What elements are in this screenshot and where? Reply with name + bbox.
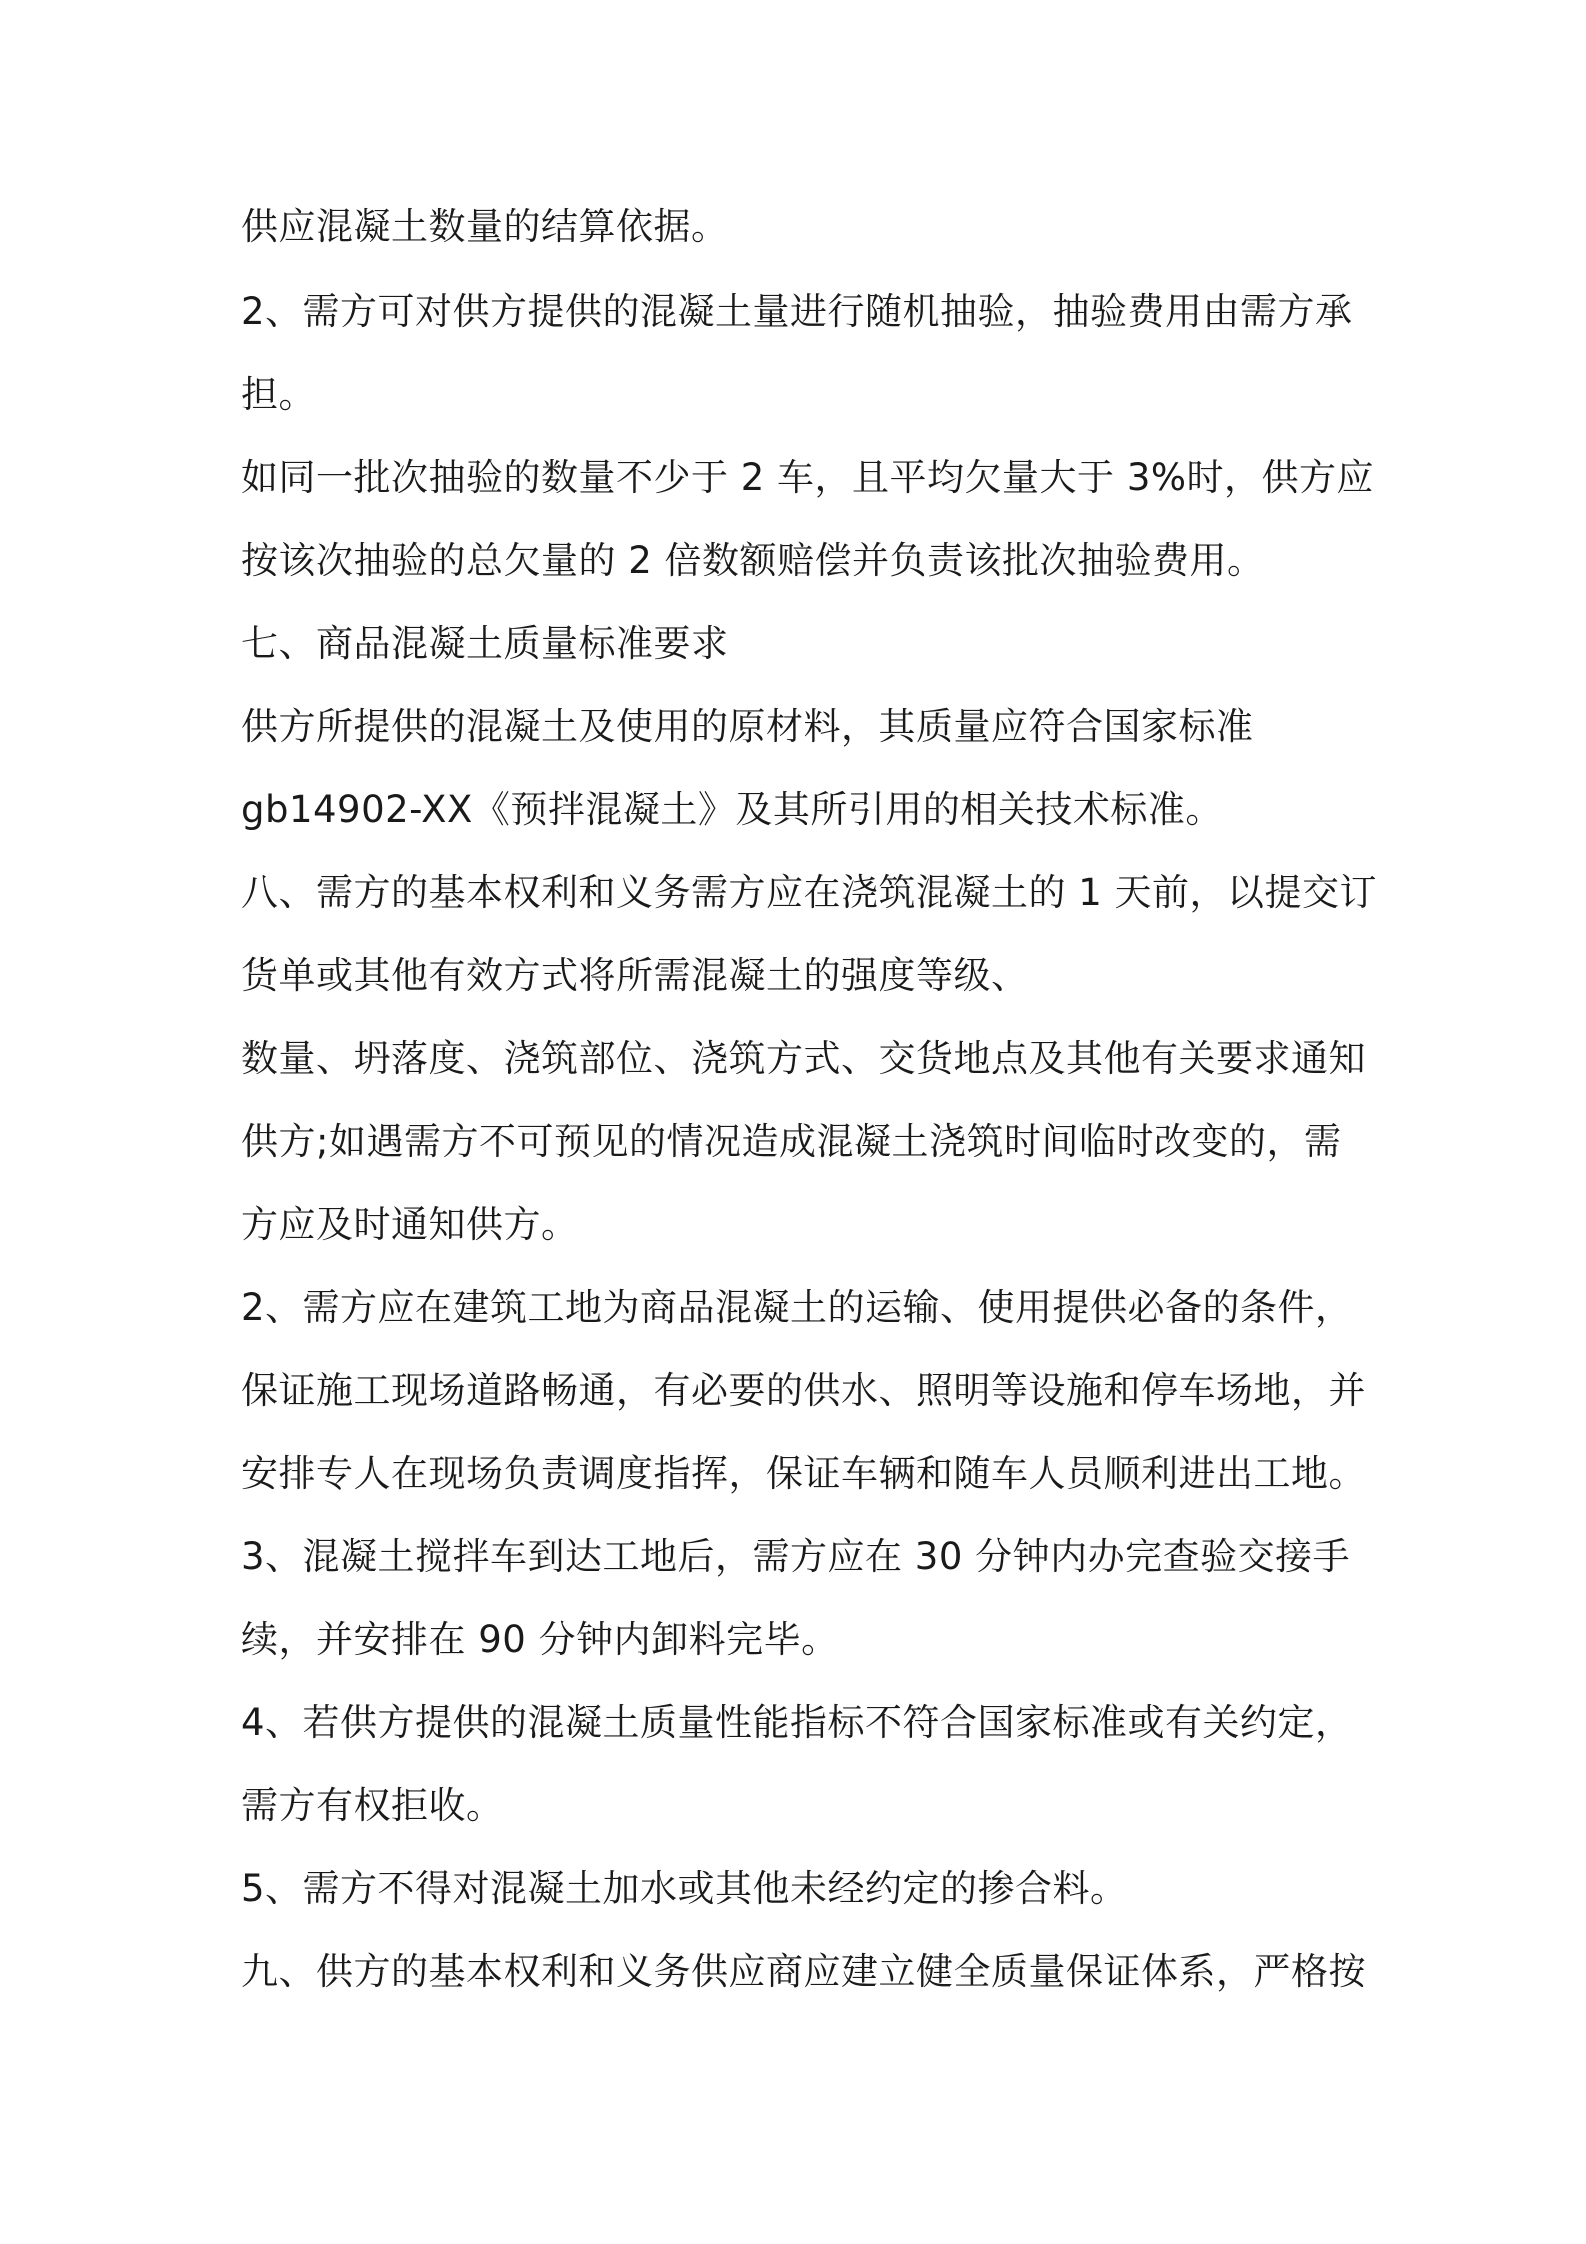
text-line: 5、需方不得对混凝土加水或其他未经约定的掺合料。: [241, 1867, 1128, 1910]
text-line: 2、需方应在建筑工地为商品混凝土的运输、使用提供必备的条件，: [241, 1286, 1353, 1329]
text-line: 供方;如遇需方不可预见的情况造成混凝土浇筑时间临时改变的，需: [241, 1120, 1342, 1163]
text-line: 续，并安排在 90 分钟内卸料完毕。: [241, 1618, 839, 1661]
text-line: 八、需方的基本权利和义务需方应在浇筑混凝土的 1 天前，以提交订: [241, 871, 1378, 914]
text-line: 保证施工现场道路畅通，有必要的供水、照明等设施和停车场地，并: [241, 1369, 1366, 1412]
text-line: 如同一批次抽验的数量不少于 2 车，且平均欠量大于 3%时，供方应: [241, 456, 1375, 499]
text-line: 按该次抽验的总欠量的 2 倍数额赔偿并负责该批次抽验费用。: [241, 539, 1265, 582]
text-line: 需方有权拒收。: [241, 1784, 504, 1827]
text-line: 供方所提供的混凝土及使用的原材料，其质量应符合国家标准: [241, 705, 1254, 748]
text-line: 数量、坍落度、浇筑部位、浇筑方式、交货地点及其他有关要求通知: [241, 1037, 1366, 1080]
section-heading: 七、商品混凝土质量标准要求: [241, 622, 729, 665]
text-line: 货单或其他有效方式将所需混凝土的强度等级、: [241, 954, 1029, 997]
text-line: 4、若供方提供的混凝土质量性能指标不符合国家标准或有关约定，: [241, 1701, 1353, 1744]
text-line: 2、需方可对供方提供的混凝土量进行随机抽验，抽验费用由需方承: [241, 290, 1353, 333]
text-line: 担。: [241, 373, 316, 416]
text-line: 安排专人在现场负责调度指挥，保证车辆和随车人员顺利进出工地。: [241, 1452, 1366, 1495]
text-line: gb14902-XX《预拌混凝土》及其所引用的相关技术标准。: [241, 788, 1223, 831]
text-line: 供应混凝土数量的结算依据。: [241, 205, 729, 248]
text-line: 3、混凝土搅拌车到达工地后，需方应在 30 分钟内办完查验交接手: [241, 1535, 1351, 1578]
section-heading: 九、供方的基本权利和义务供应商应建立健全质量保证体系，严格按: [241, 1950, 1366, 1993]
text-line: 方应及时通知供方。: [241, 1203, 579, 1246]
